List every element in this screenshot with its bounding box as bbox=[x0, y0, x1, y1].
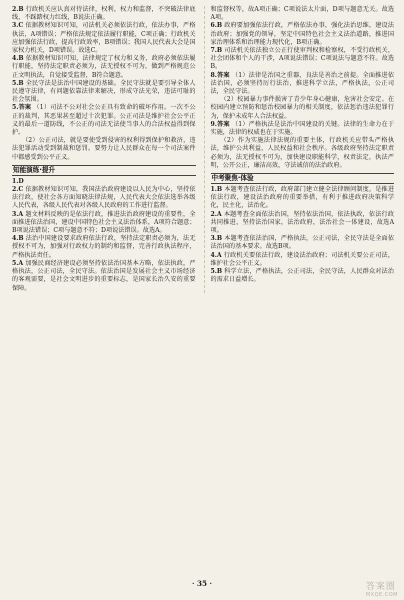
answer-item: 6.B 政府要加强依法行政，严格依法办事，强化法治思维，建设法治政府；加强党的领导，坚定中国特色社会主义法治道路，推进国家治理体系和治理能力现代化，B项正确。 bbox=[210, 22, 394, 46]
page-number: · 35 · bbox=[191, 579, 212, 588]
answer-item: 5.B 科学立法，严格执法，公正司法，全民守法，人民群众对法治的需求日益增长。 bbox=[210, 268, 394, 284]
answer-subitem: （2）校园暴力事件损害了青少年身心健康，危害社会安定。在校园内建立预防和惩治校园暴力的相关制度，依法惩治违法犯罪行为，保护未成年人合法权益。 bbox=[210, 96, 394, 120]
watermark-logo bbox=[366, 579, 398, 598]
answer-item: 9.答案 （1）严格执法是法治中国建设的关键。法律的生命力在于实施，法律的权威也在于实施。 bbox=[210, 120, 394, 137]
answer-item: 1.D bbox=[12, 177, 24, 185]
answer-item: 4.A 行政机关要依法行政，建设法治政府；司法机关要公正司法，维护社会公平正义。 bbox=[210, 251, 394, 267]
section-heading: 知能演练·提升 bbox=[12, 165, 196, 176]
answer-item: 2.C 依据教材知识可知，我国法治政府建设以人民为中心，坚持依法行政，使社会各方面知晓法律法规，人民代表大会依法选举各级人民代表，各级人民代表对各级人民政府的工作进行监督。 bbox=[12, 186, 196, 210]
answer-item: 3.B 本题考查依法治国，严格执法，公正司法，全民守法是全面依法治国的基本要求。故选B项。 bbox=[210, 235, 394, 251]
answer-item: 4.B 依据教材知识可知，法律规定了权力和义务，政府必须依法履行职能，坚持法定职责必须为，法无授权不可为，做到严格规范公正文明执法，自觉接受监督，B符合题意。 bbox=[12, 55, 196, 79]
section-heading: 中考聚焦·体验 bbox=[211, 173, 395, 184]
answer-item: 4.B 法治中国建设要求政府依法行政，坚持法定职责必须为，法无授权不可为，加强对行政权力的制约和监督，完善行政执法程序，严格执法责任。 bbox=[12, 235, 196, 259]
answer-continuation: 和监督权等，故A项正确；C项说法太片面，D项与题意无关。故选A项。 bbox=[210, 6, 394, 22]
answer-item: 2.A 本题考查全面依法治国，坚持依法治国，依法执政，依法行政共同推进，坚持法治国家，法治政府，法治社会一体建设，故选A项。 bbox=[210, 210, 394, 235]
answer-item: 5.A 加强民商经济建设必须坚持依法治国基本方略，依法执政，严格执法，公正司法，全民守法。依法治国是发展社会主义市场经济的客观需要，是社会文明进步的重要标志，是国家长治久安的重要保障。 bbox=[12, 259, 196, 292]
answer-item: 3.A 题文材料反映的是依法行政，推进法治政府建设的重要性，全面推进依法治国，建设中国特色社会主义法治体系，A项符合题意；B项说法错误；C项与题意不符；D项说法错误。故选A。 bbox=[12, 210, 196, 235]
answer-item: 7.B 司法机关依法独立公正行使审判权和检察权，不受行政机关，社会团体和个人的干涉，A项说法错误；C项说法与题意不符。故选B。 bbox=[210, 47, 394, 71]
answer-subitem: （2）作为实施法律法规的重要主体，行政机关应带头严格执法，维护公共利益，人民权益和社会秩序。各级政府坚持法定职责必须为，法无授权不可为，加快建设职能科学，权责法定，执法严明，公开公正，廉洁高效，守法诚信的法治政府。 bbox=[210, 137, 394, 169]
watermark-title: 答案圈 bbox=[365, 582, 396, 592]
left-column bbox=[12, 6, 196, 293]
answer-item: 3.C 依据教材知识可知，司法机关必须依法行政，依法办事，严格执法，A项错误；严格依法规定依法履行职能，C项正确；行政机关应加强依法行政，提高行政效率，B项错误；我国人民代表大会是国家权力机关，D项错误。故选C。 bbox=[12, 22, 196, 55]
answer-item: 5.B 全民守法是法治中国建设的基础。全民守法就是要引导全体人民遵守法律，有问题依靠法律来解决，形成守法光荣，违法可耻的社会氛围。 bbox=[12, 79, 196, 104]
answer-subitem: （2）公正司法，就是要使受到侵害的权利得到保护和救济，违法犯罪活动受到制裁和惩罚。要努力让人民群众在每一个司法案件中都感受到公平正义。 bbox=[12, 137, 196, 161]
watermark-url: MXQE.COM bbox=[365, 592, 398, 598]
answer-item: 8.答案 （1）法律是治国之重器，良法是善治之前提。全面推进依法治国，必须坚持厉行法治，推进科学立法，严格执法，公正司法，全民守法。 bbox=[210, 71, 394, 96]
answer-item: 1.B 本题考查依法行政，政府部门建立健全法律顾问制度，是推进依法行政，建设法治政府的重要举措，有利于推进政府决策科学化，民主化，法治化。 bbox=[210, 186, 394, 210]
right-column bbox=[204, 6, 395, 293]
answer-item: 5.答案 （1）司法不公对社会公正具有致命的破坏作用。一次不公正的裁判，其恶果甚至超过十次犯罪。公正司法是维护社会公平正义的最后一道防线，不公正的司法无法使当事人的合法权益得到保护。 bbox=[12, 104, 196, 137]
answer-item: 2.B 行政机关应认真对待法律，权利，权力和监督，不突破法律底线，不踩踏权力红线，B说法正确。 bbox=[12, 6, 196, 22]
